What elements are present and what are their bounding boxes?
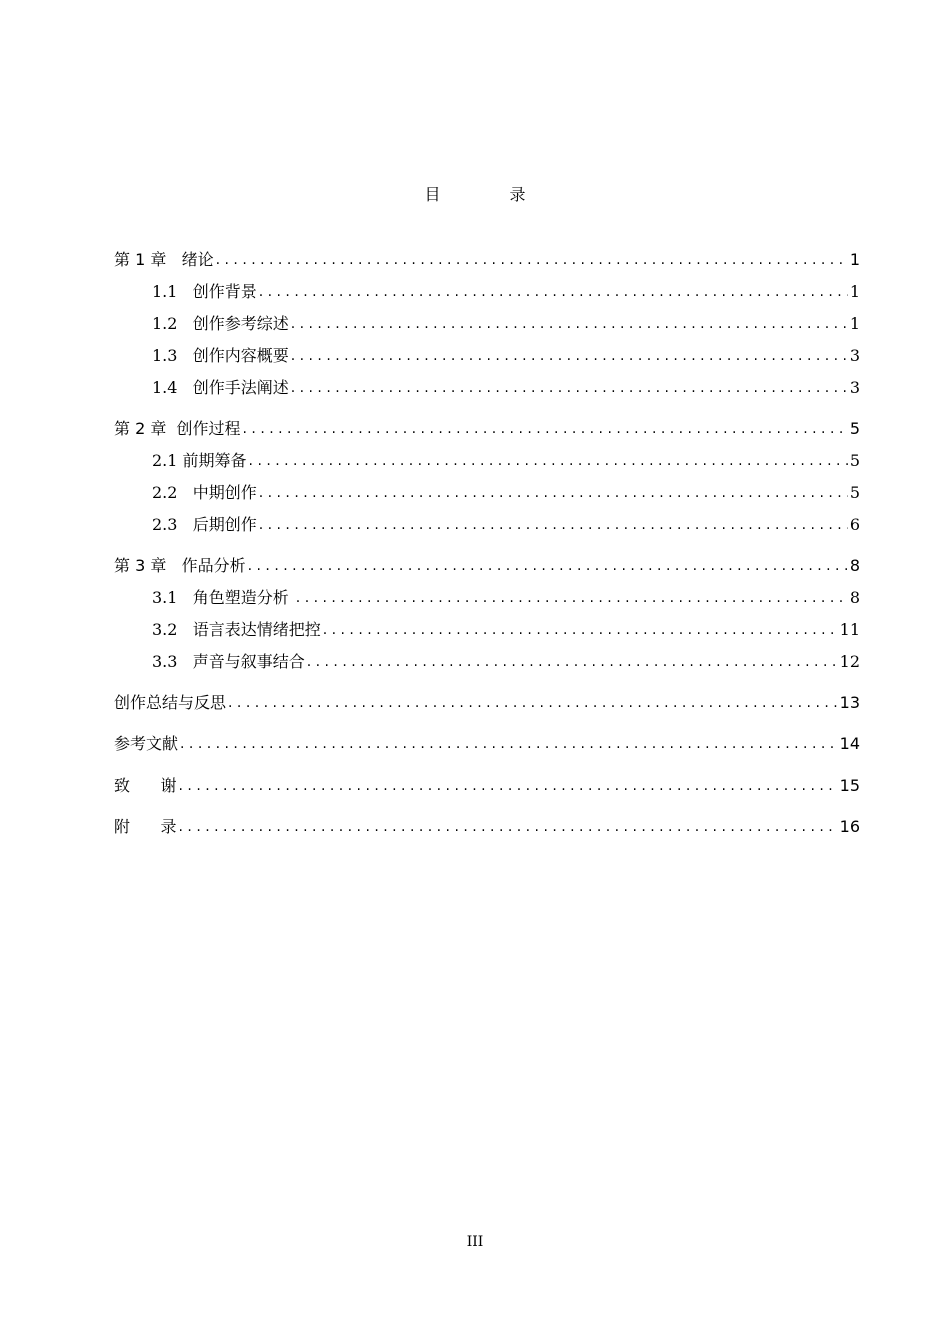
toc-section-entry[interactable] [114, 650, 860, 674]
toc-section-entry[interactable] [114, 344, 860, 368]
toc-dot-leader [179, 774, 838, 798]
toc-entry-label: 2.1 前期筹备 [152, 451, 247, 470]
toc-section-entry[interactable] [114, 449, 860, 473]
toc-entry-page: 16 [839, 817, 860, 836]
page-title: 目 录 [424, 185, 558, 204]
toc-dot-leader [291, 344, 848, 368]
toc-dot-leader [243, 417, 848, 441]
toc-section-entry[interactable] [114, 586, 860, 610]
toc-chapter-entry[interactable] [114, 732, 860, 756]
toc-section-entry[interactable] [114, 618, 860, 642]
toc-entry-label: 参考文献 [114, 734, 179, 753]
toc-entry-page: 15 [839, 776, 860, 795]
toc-entry-page: 11 [839, 620, 860, 639]
toc-entry-page: 8 [849, 556, 860, 575]
toc-entry-page: 1 [849, 314, 860, 333]
toc-chapter-entry[interactable] [114, 554, 860, 578]
toc-entry-label: 3.2 语言表达情绪把控 [152, 620, 321, 639]
toc-dot-leader [249, 449, 848, 473]
page-number: III [466, 1234, 484, 1250]
toc-dot-leader [259, 481, 848, 505]
toc-entry-label: 2.2 中期创作 [152, 483, 257, 502]
toc-entry-label: 第 1 章 绪论 [114, 250, 214, 269]
toc-entry-label: 3.1 角色塑造分析 [152, 588, 294, 607]
toc-dot-leader [228, 691, 838, 715]
toc-entry-page: 3 [849, 346, 860, 365]
toc-entry-page: 5 [849, 483, 860, 502]
toc-section-entry[interactable] [114, 312, 860, 336]
toc-dot-leader [307, 650, 838, 674]
toc-dot-leader [291, 376, 848, 400]
toc-entry-page: 14 [839, 734, 860, 753]
toc-entry-label: 1.2 创作参考综述 [152, 314, 289, 333]
toc-entry-page: 3 [849, 378, 860, 397]
toc-chapter-entry[interactable] [114, 774, 860, 798]
toc-entry-page: 8 [849, 588, 860, 607]
toc-chapter-entry[interactable] [114, 417, 860, 441]
toc-entry-label: 第 3 章 作品分析 [114, 556, 246, 575]
toc-entry-page: 5 [849, 419, 860, 438]
toc-entry-page: 12 [839, 652, 860, 671]
toc-dot-leader [216, 248, 848, 272]
toc-entry-label: 3.3 声音与叙事结合 [152, 652, 305, 671]
toc-dot-leader [323, 618, 838, 642]
toc-entry-label: 1.1 创作背景 [152, 282, 257, 301]
toc-entry-page: 5 [849, 451, 860, 470]
toc-entry-label: 致 谢 [114, 776, 177, 795]
toc-chapter-entry[interactable] [114, 691, 860, 715]
toc-dot-leader [180, 732, 838, 756]
toc-entry-page: 1 [849, 250, 860, 269]
toc-entry-label: 创作总结与反思 [114, 693, 227, 712]
toc-section-entry[interactable] [114, 376, 860, 400]
toc-entry-label: 1.3 创作内容概要 [152, 346, 289, 365]
toc-chapter-entry[interactable] [114, 248, 860, 272]
toc-entry-label: 附 录 [114, 817, 177, 836]
toc-dot-leader [296, 586, 848, 610]
toc-dot-leader [259, 513, 848, 537]
toc-entry-page: 13 [839, 693, 860, 712]
toc-section-entry[interactable] [114, 481, 860, 505]
toc-entry-label: 2.3 后期创作 [152, 515, 257, 534]
toc-entry-label: 1.4 创作手法阐述 [152, 378, 289, 397]
toc-section-entry[interactable] [114, 513, 860, 537]
toc-entry-page: 1 [849, 282, 860, 301]
toc-dot-leader [248, 554, 848, 578]
toc-chapter-entry[interactable] [114, 815, 860, 839]
toc-dot-leader [259, 280, 848, 304]
toc-entry-page: 6 [849, 515, 860, 534]
toc-section-entry[interactable] [114, 280, 860, 304]
toc-dot-leader [291, 312, 848, 336]
toc-dot-leader [179, 815, 838, 839]
toc-entry-label: 第 2 章 创作过程 [114, 419, 241, 438]
